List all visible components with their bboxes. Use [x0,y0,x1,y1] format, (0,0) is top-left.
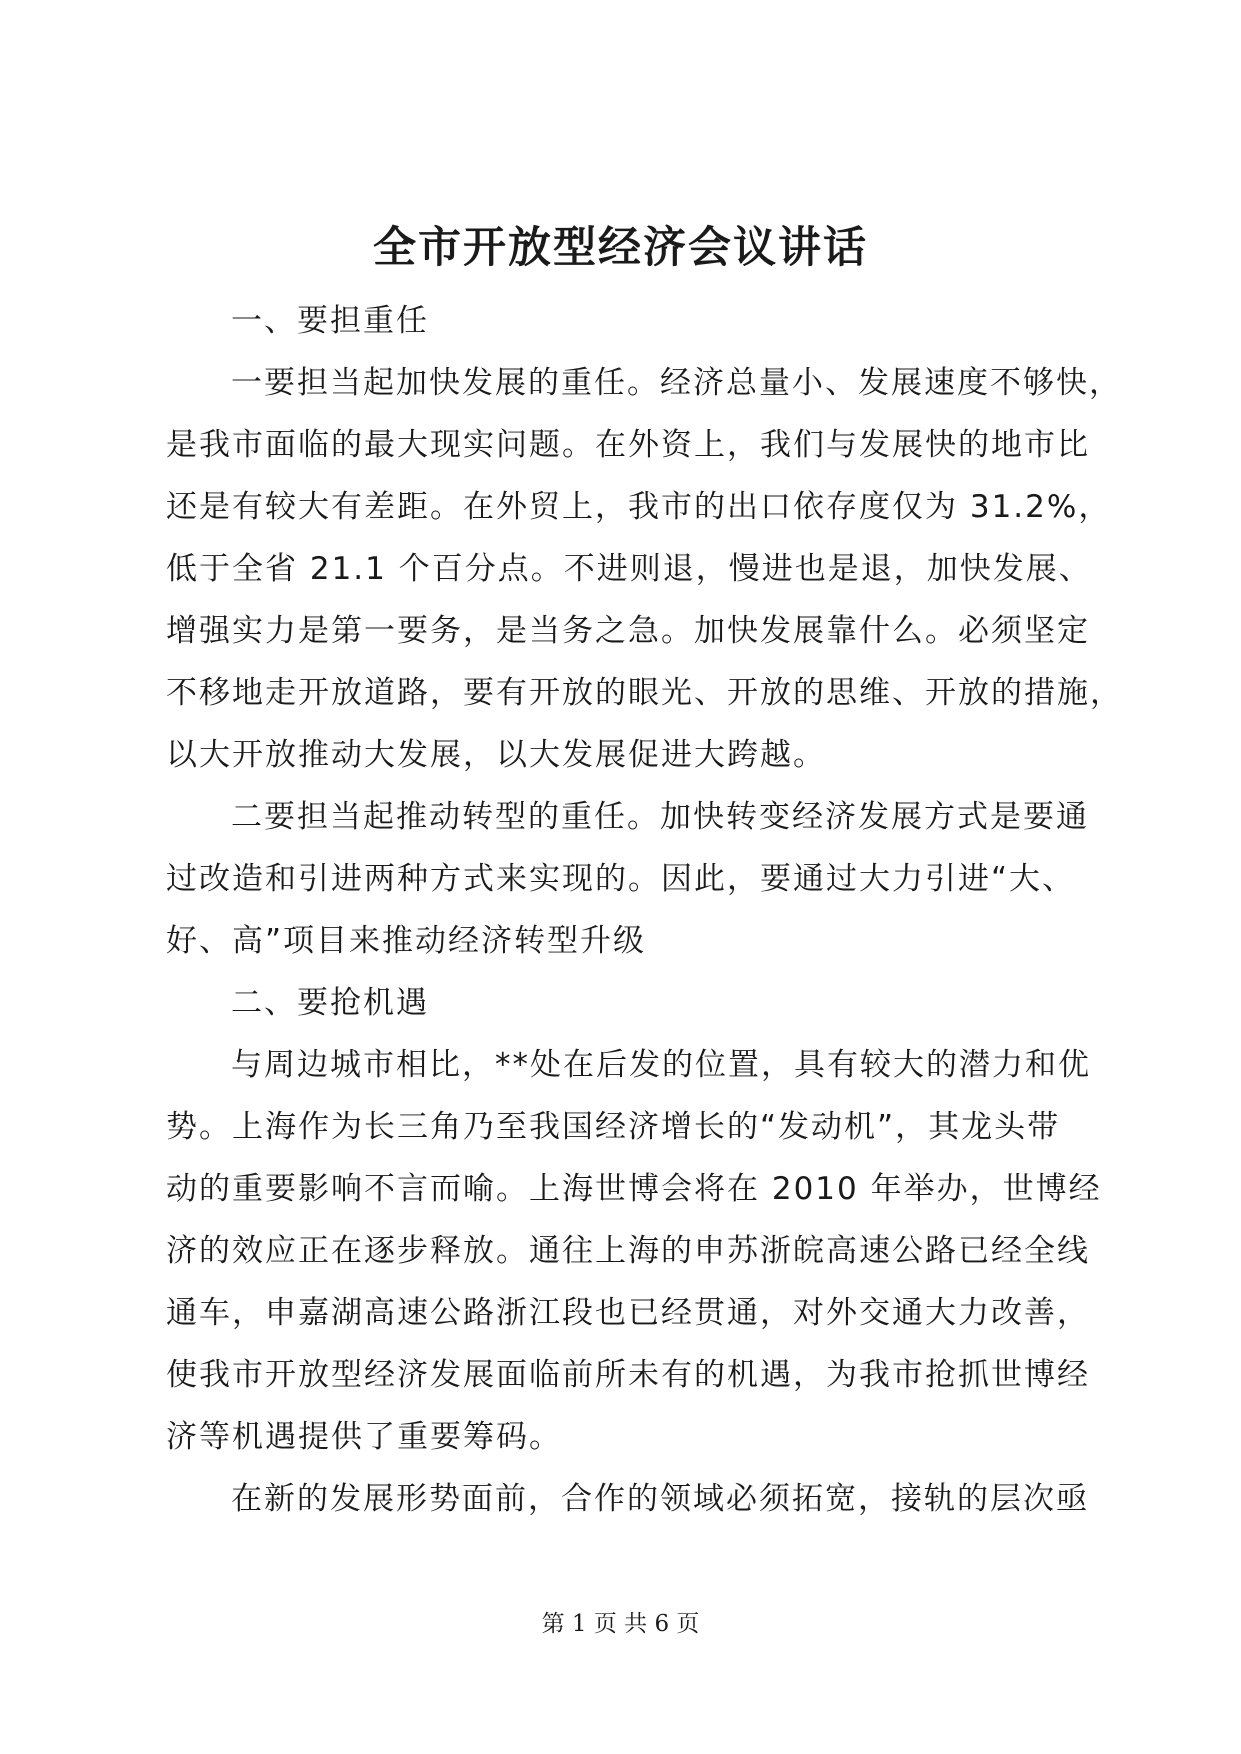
body-line: 二要担当起推动转型的重任。加快转变经济发展方式是要通 [231,799,1089,835]
body-line: 济等机遇提供了重要筹码。 [166,1419,562,1455]
body-line: 与周边城市相比，**处在后发的位置，具有较大的潜力和优 [231,1047,1091,1083]
body-line: 是我市面临的最大现实问题。在外资上，我们与发展快的地市比 [166,427,1090,463]
body-line: 二、要抢机遇 [231,985,429,1021]
body-line: 低于全省 21.1 个百分点。不进则退，慢进也是退，加快发展、 [166,551,1092,587]
document-title: 全市开放型经济会议讲话 [373,223,868,273]
body-line: 使我市开放型经济发展面临前所未有的机遇，为我市抢抓世博经 [166,1357,1090,1393]
body-line: 在新的发展形势面前，合作的领域必须拓宽，接轨的层次亟 [231,1481,1089,1517]
body-line: 一要担当起加快发展的重任。经济总量小、发展速度不够快， [231,365,1122,401]
body-line: 还是有较大有差距。在外贸上，我市的出口依存度仅为 31.2%， [166,489,1112,525]
document-body [166,290,1123,1530]
body-line: 通车，申嘉湖高速公路浙江段也已经贯通，对外交通大力改善， [166,1295,1090,1331]
body-line: 动的重要影响不言而喻。上海世博会将在 2010 年举办，世博经 [166,1171,1102,1207]
body-line: 过改造和引进两种方式来实现的。因此，要通过大力引进“大、 [166,861,1076,897]
body-line: 以大开放推动大发展，以大发展促进大跨越。 [166,737,826,773]
body-line: 增强实力是第一要务，是当务之急。加快发展靠什么。必须坚定 [166,613,1090,649]
body-line: 好、高”项目来推动经济转型升级 [166,923,647,959]
page-footer: 第 1 页 共 6 页 [541,1611,700,1637]
body-line: 势。上海作为长三角乃至我国经济增长的“发动机”，其龙头带 [166,1109,1061,1145]
body-line: 不移地走开放道路，要有开放的眼光、开放的思维、开放的措施， [166,675,1123,711]
body-line: 济的效应正在逐步释放。通往上海的申苏浙皖高速公路已经全线 [166,1233,1090,1269]
body-line: 一、要担重任 [231,303,429,339]
